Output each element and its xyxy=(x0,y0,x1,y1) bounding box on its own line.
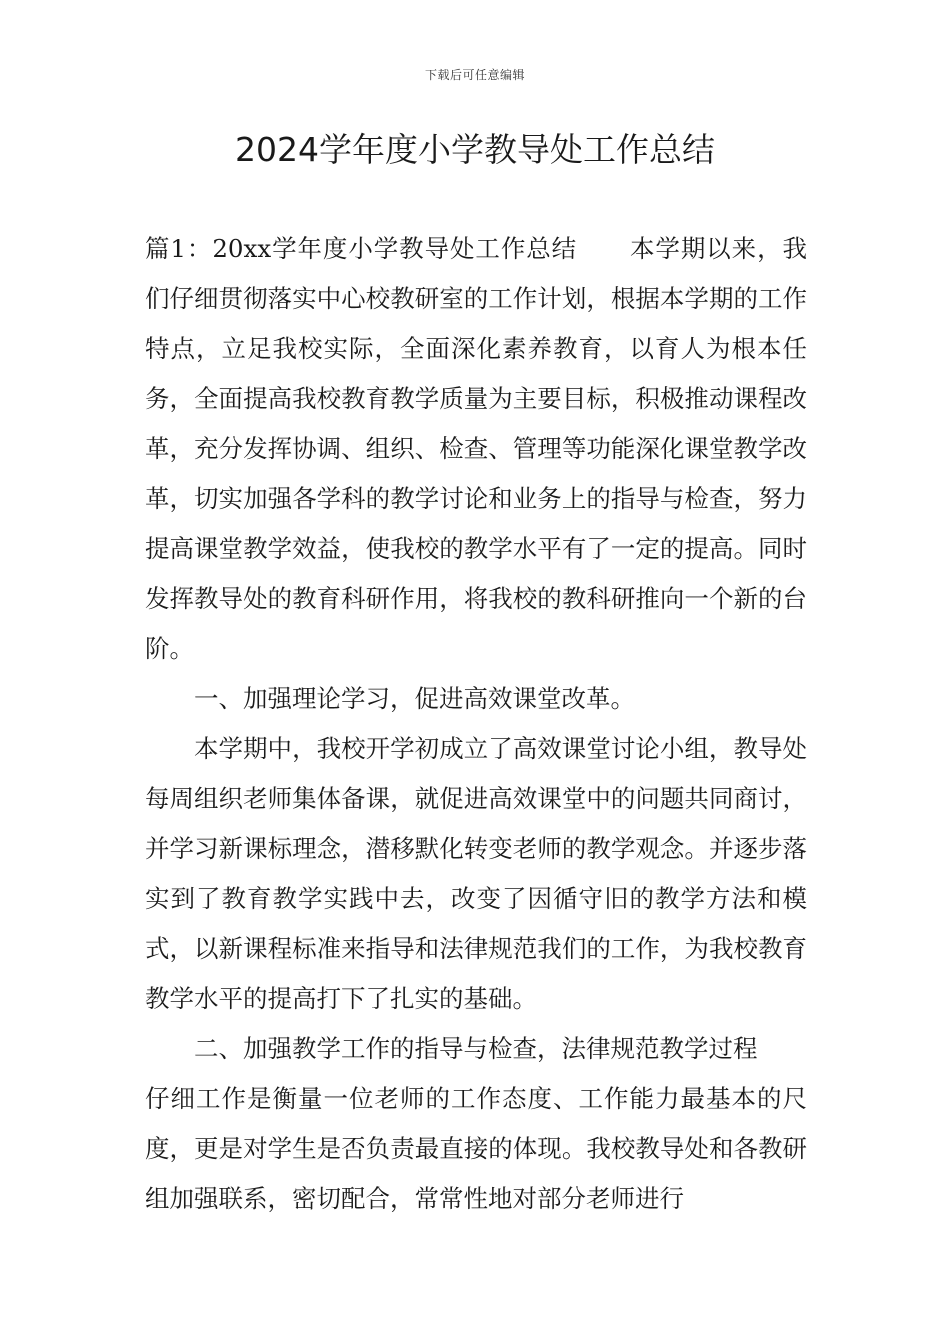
document-title: 2024学年度小学教导处工作总结 xyxy=(235,130,715,169)
header-note: 下载后可任意编辑 xyxy=(424,68,525,82)
section2-heading: 二、加强教学工作的指导与检查，法律规范教学过程 xyxy=(194,1034,758,1063)
lead-paragraph xyxy=(145,224,807,674)
section1-heading: 一、加强理论学习，促进高效课堂改革。 xyxy=(194,684,635,713)
document-body xyxy=(145,224,807,1224)
lead-label: 篇1：20xx学年度小学教导处工作总结 xyxy=(145,234,578,263)
lead-text: 本学期以来，我们仔细贯彻落实中心校教研室的工作计划，根据本学期的工作特点，立足我校实际，全面深化素养教育，以育人为根本任务，全面提高我校教育教学质量为主要目标，积极推动课程改革，充分发挥协调、组织、检查、管理等功能深化课堂教学改革，切实加强各学科的教学讨论和业务上的指导与检查，努力提高课堂教学效益，使我校的教学水平有了一定的提高。同时发挥教导处的教育科研作用，将我校的教科研推向一个新的台阶。 xyxy=(145,234,807,663)
section1-paragraph: 本学期中，我校开学初成立了高效课堂讨论小组，教导处每周组织老师集体备课，就促进高效课堂中的问题共同商讨，并学习新课标理念，潜移默化转变老师的教学观念。并逐步落实到了教育教学实践中去，改变了因循守旧的教学方法和模式，以新课程标准来指导和法律规范我们的工作，为我校教育教学水平的提高打下了扎实的基础。 xyxy=(145,734,807,1013)
section2-paragraph: 仔细工作是衡量一位老师的工作态度、工作能力最基本的尺度，更是对学生是否负责最直接的体现。我校教导处和各教研组加强联系，密切配合，常常性地对部分老师进行 xyxy=(145,1084,807,1213)
